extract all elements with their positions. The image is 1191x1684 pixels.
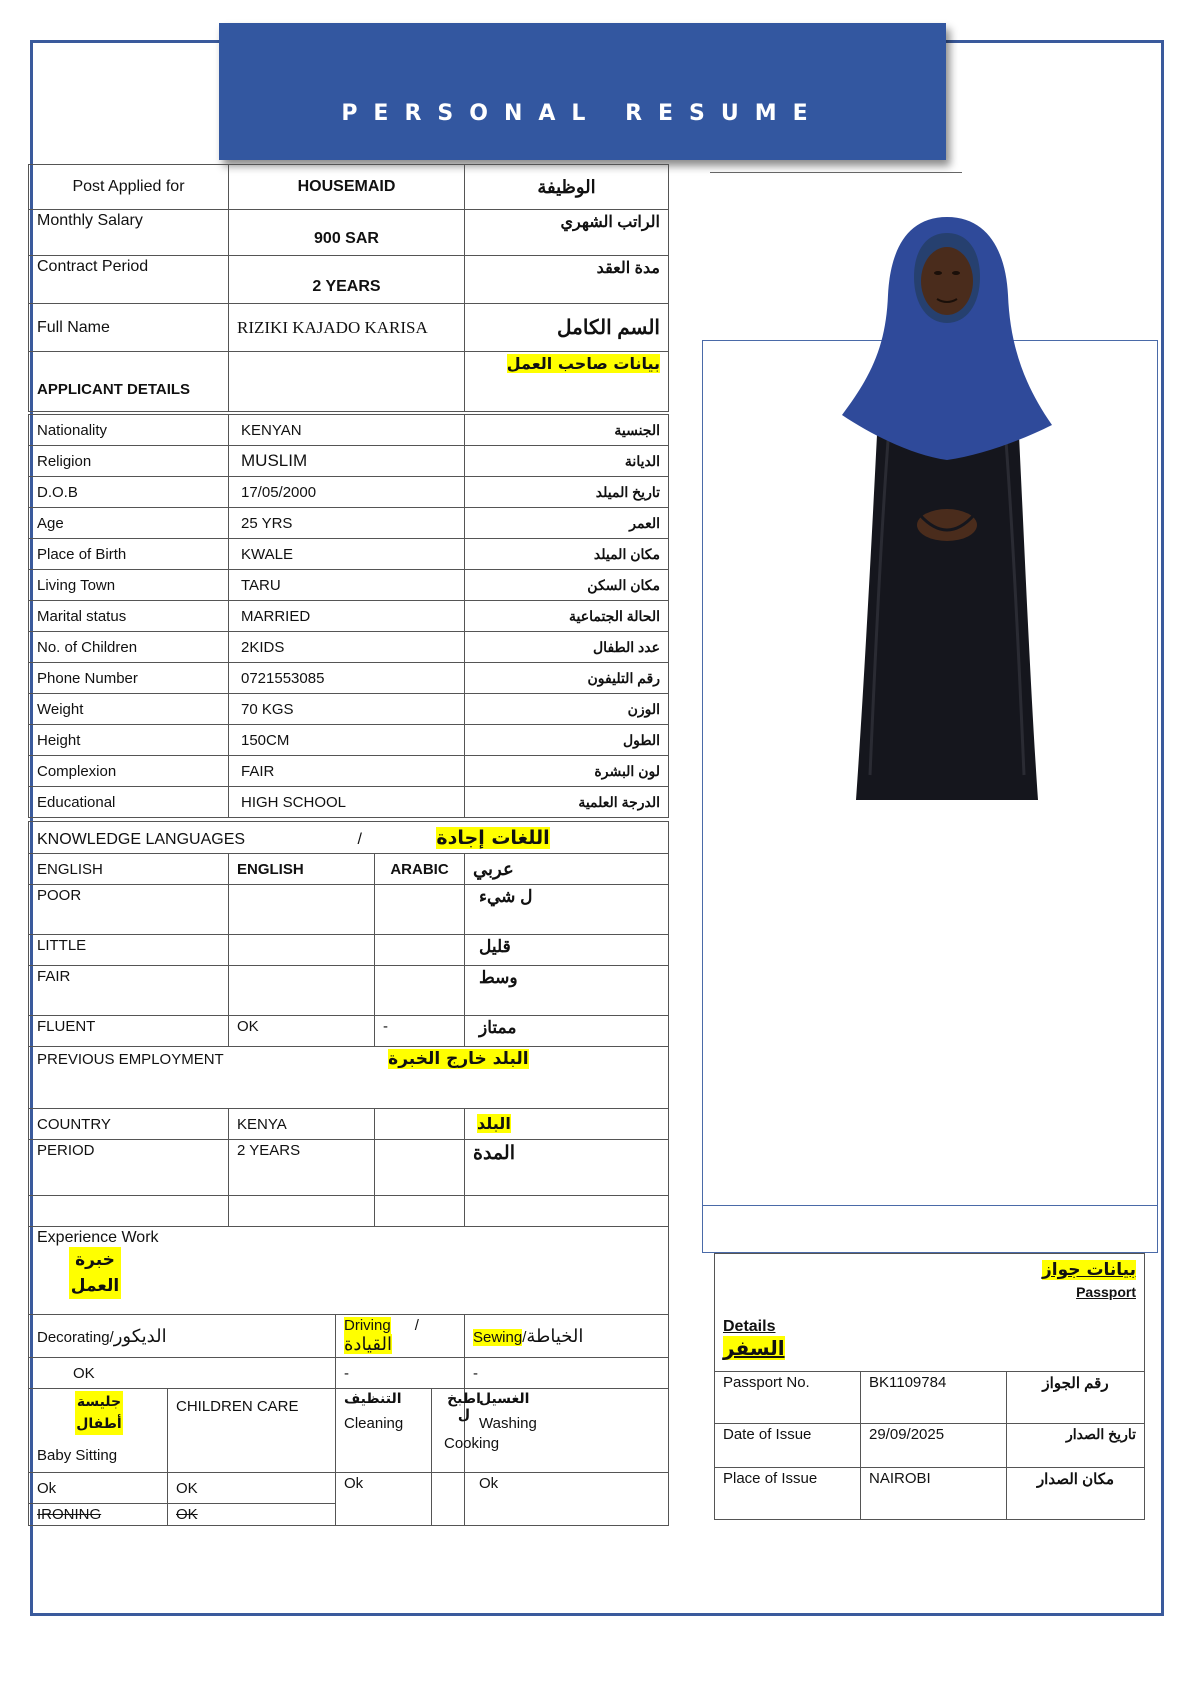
cleaning-value: Ok — [336, 1473, 432, 1526]
personal-value: 25 YRS — [229, 508, 465, 539]
personal-value: 150CM — [229, 725, 465, 756]
languages-col-ar: عربي — [465, 854, 669, 885]
personal-ar: الجنسية — [465, 415, 669, 446]
personal-value: FAIR — [229, 756, 465, 787]
personal-row — [29, 508, 669, 539]
country-value: KENYA — [229, 1109, 375, 1140]
title-banner — [219, 23, 946, 160]
sewing-label: Sewing — [473, 1328, 523, 1346]
post-ar: الوظيفة — [465, 165, 669, 210]
language-row — [29, 935, 669, 966]
salary-label: Monthly Salary — [29, 210, 229, 256]
applicant-photo — [842, 215, 1052, 807]
passport-header-en: Passport — [1076, 1284, 1136, 1300]
washing-value: Ok — [465, 1473, 669, 1526]
personal-value: KENYAN — [229, 415, 465, 446]
languages-col-arabic: ARABIC — [375, 854, 465, 885]
passport-details-ar: السفر — [723, 1336, 785, 1360]
personal-value: 2KIDS — [229, 632, 465, 663]
divider — [710, 172, 962, 173]
personal-label: Place of Birth — [29, 539, 229, 570]
blank-cell — [465, 1196, 669, 1227]
personal-ar: الديانة — [465, 446, 669, 477]
language-english — [229, 935, 375, 966]
passport-issue-ar: تاريخ الصدار — [1007, 1424, 1145, 1468]
language-english — [229, 885, 375, 935]
personal-label: Marital status — [29, 601, 229, 632]
page-title: PERSONAL RESUME — [341, 101, 824, 126]
personal-value: 0721553085 — [229, 663, 465, 694]
personal-row — [29, 415, 669, 446]
personal-label: Height — [29, 725, 229, 756]
language-english: OK — [229, 1016, 375, 1047]
personal-ar: مكان الميلد — [465, 539, 669, 570]
personal-ar: الحالة الجتماعية — [465, 601, 669, 632]
blank-cell — [229, 1196, 375, 1227]
personal-label: D.O.B — [29, 477, 229, 508]
language-row — [29, 885, 669, 935]
language-level: FAIR — [29, 966, 229, 1016]
personal-ar: تاريخ الميلد — [465, 477, 669, 508]
language-level: POOR — [29, 885, 229, 935]
sewing-value: - — [465, 1358, 669, 1389]
job-table — [28, 164, 669, 412]
washing-ar: الغسيل — [479, 1391, 530, 1407]
cooking-label: Cooking — [444, 1435, 500, 1452]
experience-header-ar: خبرة العمل — [69, 1247, 121, 1299]
language-ar: قليل — [465, 935, 669, 966]
personal-label: Nationality — [29, 415, 229, 446]
personal-value: 17/05/2000 — [229, 477, 465, 508]
personal-row — [29, 601, 669, 632]
photo-caption-strip — [702, 1205, 1158, 1253]
personal-ar: لون البشرة — [465, 756, 669, 787]
personal-row — [29, 663, 669, 694]
applicant-empty — [229, 352, 465, 412]
driving-value: - — [336, 1358, 465, 1389]
language-arabic — [375, 966, 465, 1016]
personal-ar: رقم التليفون — [465, 663, 669, 694]
country-empty — [375, 1109, 465, 1140]
cleaning-cell — [336, 1389, 432, 1473]
personal-label: Complexion — [29, 756, 229, 787]
country-ar: البلد — [477, 1114, 511, 1133]
languages-header: KNOWLEDGE LANGUAGES — [37, 830, 246, 848]
personal-row — [29, 756, 669, 787]
contract-value: 2 YEARS — [229, 256, 465, 304]
contract-ar: مدة العقد — [465, 256, 669, 304]
washing-label: Washing — [479, 1415, 537, 1432]
cooking-ar: اطبخ ل — [447, 1391, 481, 1423]
language-ar: وسط — [465, 966, 669, 1016]
personal-ar: الطول — [465, 725, 669, 756]
skills-table — [28, 821, 669, 1526]
language-ar: ممتاز — [465, 1016, 669, 1047]
babysit-label: Baby Sitting — [37, 1447, 118, 1464]
personal-ar: مكان السكن — [465, 570, 669, 601]
passport-details: Details — [723, 1318, 776, 1335]
passport-issue-value: 29/09/2025 — [861, 1424, 1007, 1468]
name-value: RIZIKI KAJADO KARISA — [229, 304, 465, 352]
driving-cell — [336, 1315, 465, 1358]
languages-col-level: ENGLISH — [29, 854, 229, 885]
blank-cell — [29, 1196, 229, 1227]
period-empty — [375, 1140, 465, 1196]
decorating-label: Decorating/ — [37, 1328, 114, 1346]
personal-value: KWALE — [229, 539, 465, 570]
personal-row — [29, 632, 669, 663]
passport-issue-label: Date of Issue — [715, 1424, 861, 1468]
driving-ar: القيادة — [344, 1334, 392, 1354]
language-english — [229, 966, 375, 1016]
passport-table — [714, 1253, 1145, 1520]
language-level: LITTLE — [29, 935, 229, 966]
personal-ar: الوزن — [465, 694, 669, 725]
personal-row — [29, 787, 669, 818]
personal-value: TARU — [229, 570, 465, 601]
ironing-label: IRONING — [29, 1504, 168, 1526]
ironing-value: OK — [168, 1504, 336, 1526]
name-ar: السم الكامل — [465, 304, 669, 352]
employment-header-cell — [29, 1047, 669, 1109]
salary-ar: الراتب الشهري — [465, 210, 669, 256]
personal-label: Phone Number — [29, 663, 229, 694]
decorating-value: OK — [29, 1358, 336, 1389]
personal-row — [29, 446, 669, 477]
passport-header-ar-row — [723, 1260, 1136, 1280]
language-ar: ل شيء — [465, 885, 669, 935]
passport-number-value: BK1109784 — [861, 1372, 1007, 1424]
personal-row — [29, 725, 669, 756]
period-value: 2 YEARS — [229, 1140, 375, 1196]
applicant-label: APPLICANT DETAILS — [29, 352, 229, 412]
personal-ar: العمر — [465, 508, 669, 539]
washing-cell — [465, 1389, 669, 1473]
passport-number-label: Passport No. — [715, 1372, 861, 1424]
driving-sep: / — [414, 1317, 419, 1334]
language-row — [29, 1016, 669, 1047]
cleaning-ar: التنظيف — [344, 1391, 402, 1407]
babysit-value: Ok — [29, 1473, 168, 1504]
personal-row — [29, 477, 669, 508]
passport-header-ar: بيانات جواز — [1042, 1260, 1136, 1280]
personal-value: MARRIED — [229, 601, 465, 632]
personal-label: Religion — [29, 446, 229, 477]
passport-place-label: Place of Issue — [715, 1468, 861, 1520]
employment-header: PREVIOUS EMPLOYMENT — [37, 1051, 224, 1068]
sewing-ar: الخياطة — [526, 1325, 584, 1346]
children-care: CHILDREN CARE — [168, 1389, 336, 1473]
country-label: COUNTRY — [29, 1109, 229, 1140]
cleaning-label: Cleaning — [344, 1415, 404, 1432]
passport-place-value: NAIROBI — [861, 1468, 1007, 1520]
languages-header-ar: اللغات إجادة — [436, 826, 550, 849]
sewing-cell — [465, 1315, 669, 1358]
passport-place-ar: مكان الصدار — [1007, 1468, 1145, 1520]
post-label: Post Applied for — [29, 165, 229, 210]
passport-number-ar: رقم الجواز — [1007, 1372, 1145, 1424]
experience-header-cell — [29, 1227, 669, 1315]
personal-label: Weight — [29, 694, 229, 725]
personal-label: Educational — [29, 787, 229, 818]
babysit-cell — [29, 1389, 168, 1473]
passport-details-ar-row — [723, 1336, 1136, 1360]
personal-row — [29, 694, 669, 725]
cooking-cell — [432, 1389, 500, 1473]
period-label: PERIOD — [29, 1140, 229, 1196]
language-row — [29, 966, 669, 1016]
passport-header-cell — [715, 1254, 1145, 1372]
babysit-ar: جليسة أطفال — [75, 1391, 123, 1435]
driving-label: Driving — [344, 1317, 391, 1334]
post-value: HOUSEMAID — [229, 165, 465, 210]
personal-row — [29, 570, 669, 601]
personal-value: MUSLIM — [229, 446, 465, 477]
contract-label: Contract Period — [29, 256, 229, 304]
personal-label: No. of Children — [29, 632, 229, 663]
period-ar: المدة — [465, 1140, 669, 1196]
personal-table — [28, 414, 669, 818]
languages-col-english: ENGLISH — [229, 854, 375, 885]
languages-header-cell — [29, 822, 669, 854]
applicant-ar-cell — [465, 352, 669, 412]
children-value: OK — [168, 1473, 336, 1504]
language-arabic — [375, 935, 465, 966]
name-label: Full Name — [29, 304, 229, 352]
salary-value: 900 SAR — [229, 210, 465, 256]
blank-cell — [375, 1196, 465, 1227]
employment-header-ar: البلد خارج الخبرة — [388, 1049, 529, 1069]
personal-value: 70 KGS — [229, 694, 465, 725]
sewing-sep: / — [522, 1328, 527, 1346]
languages-slash: / — [357, 830, 362, 848]
personal-row — [29, 539, 669, 570]
applicant-ar: بيانات صاحب العمل — [506, 354, 660, 373]
personal-ar: عدد الطفال — [465, 632, 669, 663]
personal-label: Age — [29, 508, 229, 539]
personal-label: Living Town — [29, 570, 229, 601]
personal-ar: الدرجة العلمية — [465, 787, 669, 818]
language-arabic — [375, 885, 465, 935]
decorating-ar: الديكور — [113, 1325, 167, 1346]
language-level: FLUENT — [29, 1016, 229, 1047]
experience-header: Experience Work — [37, 1229, 159, 1246]
cooking-value — [432, 1473, 465, 1526]
language-arabic: - — [375, 1016, 465, 1047]
decorating-cell — [29, 1315, 336, 1358]
personal-value: HIGH SCHOOL — [229, 787, 465, 818]
country-ar-cell — [465, 1109, 669, 1140]
